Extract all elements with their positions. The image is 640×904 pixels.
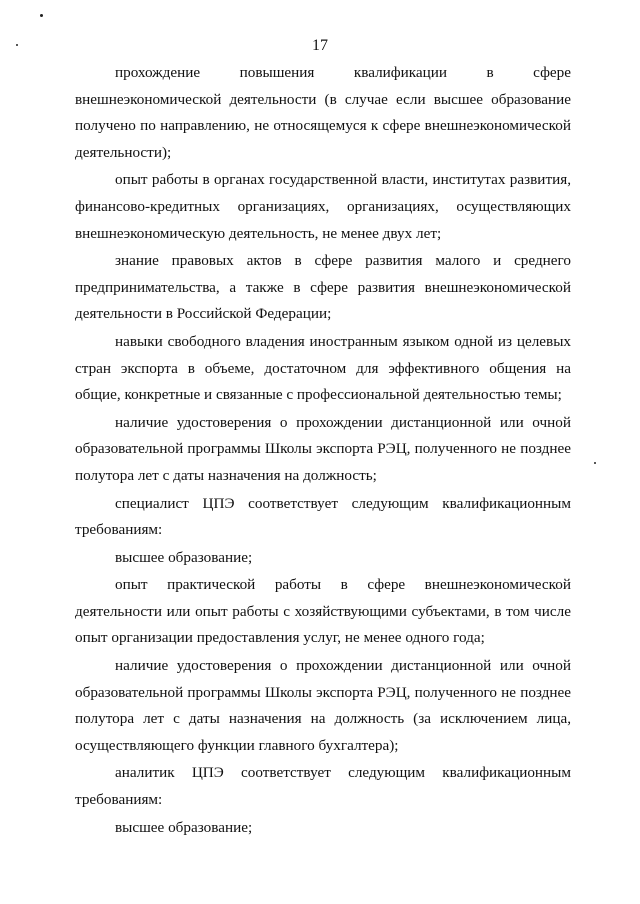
- paragraph: наличие удостоверения о прохождении дистанционной или очной образовательной программы Школы экспорта РЭЦ, полученного не позднее полутора лет с даты назначения на должность;: [75, 413, 571, 484]
- paragraph: наличие удостоверения о прохождении дистанционной или очной образовательной программы Школы экспорта РЭЦ, полученного не позднее полутора лет с даты назначения на должность (за исключением лица, осуществляющего функции главного бухгалтера);: [75, 657, 571, 754]
- paragraph: аналитик ЦПЭ соответствует следующим квалификационным требованиям:: [75, 764, 571, 809]
- paragraph: специалист ЦПЭ соответствует следующим квалификационным требованиям:: [75, 494, 571, 539]
- paragraph: навыки свободного владения иностранным языком одной из целевых стран экспорта в объеме, достаточном для эффективного общения на общие, конкретные и связанные с профессиональной деятельностью темы;: [75, 332, 571, 404]
- scan-speck: [594, 462, 596, 464]
- document-body: [75, 60, 571, 842]
- paragraph: опыт практической работы в сфере внешнеэкономической деятельности или опыт работы с хозяйствующими субъектами, в том числе опыт организации предоставления услуг, не менее одного года;: [75, 576, 571, 647]
- paragraph: прохождение повышения квалификации в сфере внешнеэкономической деятельности (в случае если высшее образование получено по направлению, не относящемуся к сфере внешнеэкономической деятельности);: [75, 64, 571, 161]
- paragraph: высшее образование;: [115, 818, 253, 836]
- scan-speck: [40, 14, 43, 17]
- page-number: 17: [312, 37, 328, 54]
- paragraph: высшее образование;: [115, 548, 253, 566]
- paragraph: знание правовых актов в сфере развития малого и среднего предпринимательства, а также в сфере развития внешнеэкономической деятельности в Российской Федерации;: [75, 252, 571, 323]
- paragraph: опыт работы в органах государственной власти, институтах развития, финансово-кредитных организациях, организациях, осуществляющих внешнеэкономическую деятельность, не менее двух лет;: [75, 171, 571, 242]
